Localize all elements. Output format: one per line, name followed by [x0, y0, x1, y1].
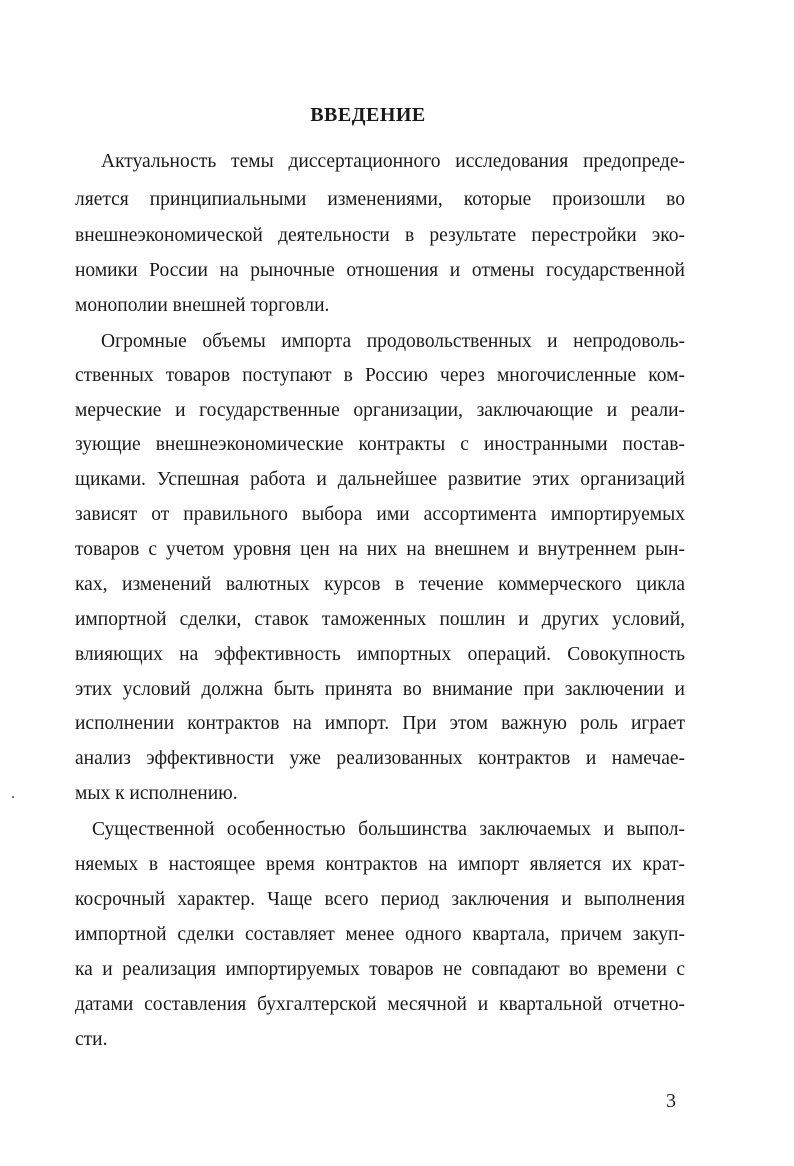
- paragraph-1-line-3: внешнеэкономической деятельности в результате перестройки эко-: [75, 225, 685, 246]
- paragraph-2-line-14: мых к исполнению.: [75, 783, 238, 804]
- paragraph-3-line-2: няемых в настоящее время контрактов на импорт является их крат-: [75, 854, 685, 875]
- paragraph-3-line-5: ка и реализация импортируемых товаров не совпадают во времени с: [75, 959, 685, 980]
- paragraph-1-line-5: монополии внешней торговли.: [75, 295, 330, 316]
- scan-speck: [12, 796, 14, 798]
- paragraph-2-line-1: Огромные объемы импорта продовольственных и непродоволь-: [101, 331, 685, 352]
- paragraph-3-line-4: импортной сделки составляет менее одного квартала, причем закуп-: [75, 924, 685, 945]
- paragraph-2-line-2: ственных товаров поступают в Россию через многочисленные ком-: [75, 365, 685, 386]
- paragraph-2-line-3: мерческие и государственные организации, заключающие и реали-: [75, 400, 685, 421]
- paragraph-1-line-1: Актуальность темы диссертационного исследования предопреде-: [101, 151, 685, 172]
- paragraph-1-line-4: номики России на рыночные отношения и отмены государственной: [75, 260, 685, 281]
- paragraph-3-line-7: сти.: [75, 1029, 108, 1050]
- paragraph-2-line-7: товаров с учетом уровня цен на них на внешнем и внутреннем рын-: [75, 539, 685, 560]
- paragraph-2-line-13: анализ эффективности уже реализованных контрактов и намечае-: [75, 748, 685, 769]
- paragraph-1-line-2: ляется принципиальными изменениями, которые произошли во: [75, 189, 685, 210]
- paragraph-2-line-5: щиками. Успешная работа и дальнейшее развитие этих организаций: [75, 469, 685, 490]
- page-title: ВВЕДЕНИЕ: [310, 104, 426, 126]
- paragraph-3-line-3: косрочный характер. Чаще всего период заключения и выполнения: [75, 889, 685, 910]
- paragraph-2-line-8: ках, изменений валютных курсов в течение коммерческого цикла: [75, 574, 685, 595]
- paragraph-2-line-9: импортной сделки, ставок таможенных пошлин и других условий,: [75, 609, 685, 630]
- paragraph-3-line-6: датами составления бухгалтерской месячной и квартальной отчетно-: [75, 994, 685, 1015]
- paragraph-2-line-10: влияющих на эффективность импортных операций. Совокупность: [75, 644, 685, 665]
- paragraph-2-line-12: исполнении контрактов на импорт. При этом важную роль играет: [75, 713, 685, 734]
- paragraph-2-line-11: этих условий должна быть принята во внимание при заключении и: [75, 679, 685, 700]
- paragraph-2-line-4: зующие внешнеэкономические контракты с иностранными постав-: [75, 434, 685, 455]
- paragraph-3-line-1: Существенной особенностью большинства заключаемых и выпол-: [92, 819, 685, 840]
- page-number: 3: [666, 1090, 676, 1112]
- paragraph-2-line-6: зависят от правильного выбора ими ассортимента импортируемых: [75, 504, 685, 525]
